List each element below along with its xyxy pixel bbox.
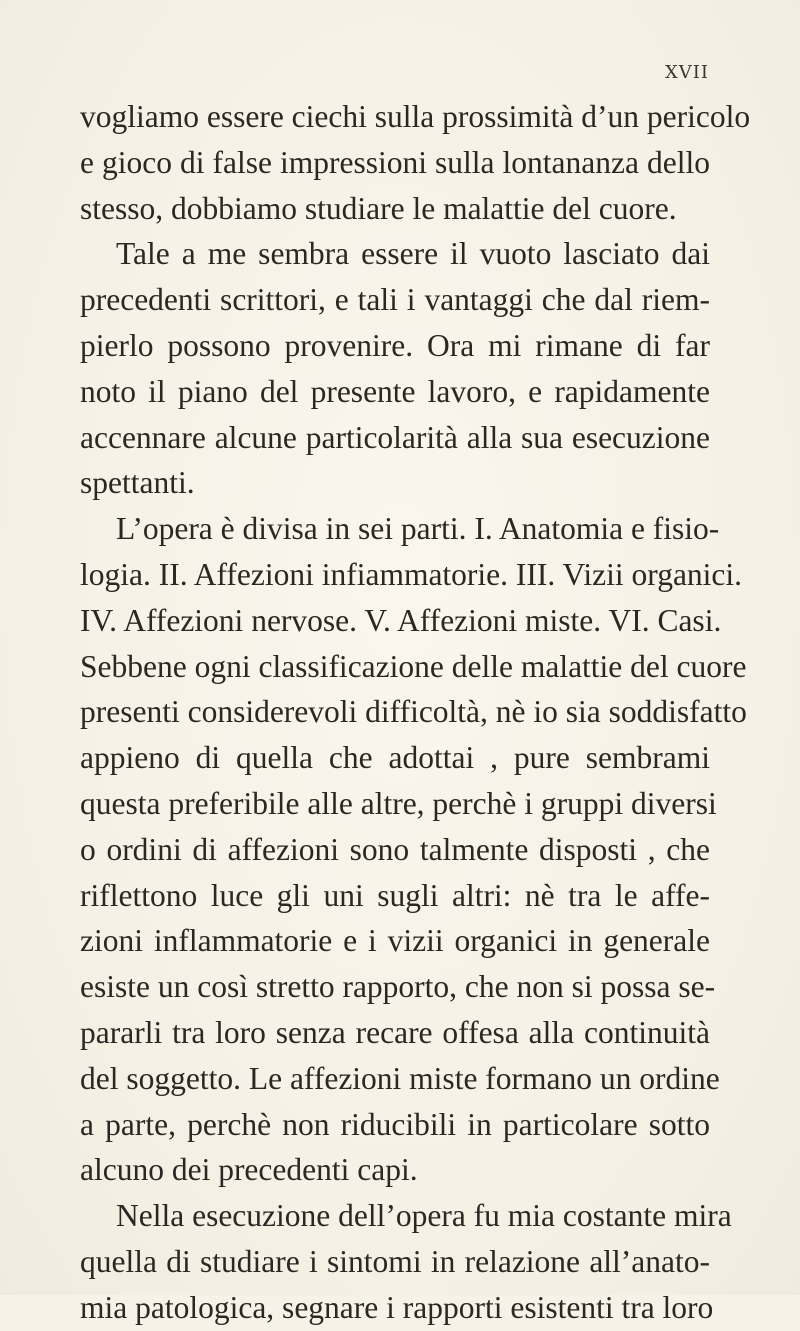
text-line: e gioco di false impressioni sulla lontananza dello [80,144,710,180]
text-line: pierlo possono provenire. Ora mi rimane di far [80,327,710,363]
text-line: noto il piano del presente lavoro, e rapidamente [80,373,710,409]
text-line: accennare alcune particolarità alla sua esecuzione [80,419,710,455]
text-line: alcuno dei precedenti capi. [80,1152,418,1188]
text-line: stesso, dobbiamo studiare le malattie del cuore. [80,190,677,226]
text-line: questa preferibile alle altre, perchè i gruppi diversi [80,785,717,821]
text-line: spettanti. [80,465,195,501]
text-line: presenti considerevoli difficoltà, nè io sia soddisfatto [80,694,747,730]
text-line: precedenti scrittori, e tali i vantaggi che dal riem- [80,282,710,318]
text-line: o ordini di affezioni sono talmente disposti , che [80,831,710,867]
text-line: IV. Affezioni nervose. V. Affezioni miste. VI. Casi. [80,602,722,638]
text-line: vogliamo essere ciechi sulla prossimità d’un pericolo [80,99,751,134]
text-line: logia. II. Affezioni infiammatorie. III. Vizii organici. [80,556,743,592]
text-line: pararli tra loro senza recare offesa alla continuità [80,1014,710,1050]
text-line: riflettono luce gli uni sugli altri: nè tra le affe- [80,877,710,913]
text-line: Sebbene ogni classificazione delle malattie del cuore [80,648,747,684]
text-line: appieno di quella che adottai , pure sembrami [80,740,710,776]
page-number: XVII [664,62,709,83]
text-line: L’opera è divisa in sei parti. I. Anatomia e fisio- [116,511,720,547]
text-line: zioni inflammatorie e i vizii organici in generale [80,923,710,959]
text-line: Tale a me sembra essere il vuoto lasciato dai [116,236,710,272]
text-line: a parte, perchè non riducibili in particolare sotto [80,1106,710,1142]
text-line: del soggetto. Le affezioni miste formano un ordine [80,1060,720,1096]
text-line: esiste un così stretto rapporto, che non si possa se- [80,969,716,1005]
text-line: Nella esecuzione dell’opera fu mia costante mira [116,1198,732,1234]
text-line: mia patologica, segnare i rapporti esistenti tra loro [80,1289,714,1325]
body-text [80,94,751,1331]
text-line: quella di studiare i sintomi in relazione all’anato- [80,1243,710,1279]
